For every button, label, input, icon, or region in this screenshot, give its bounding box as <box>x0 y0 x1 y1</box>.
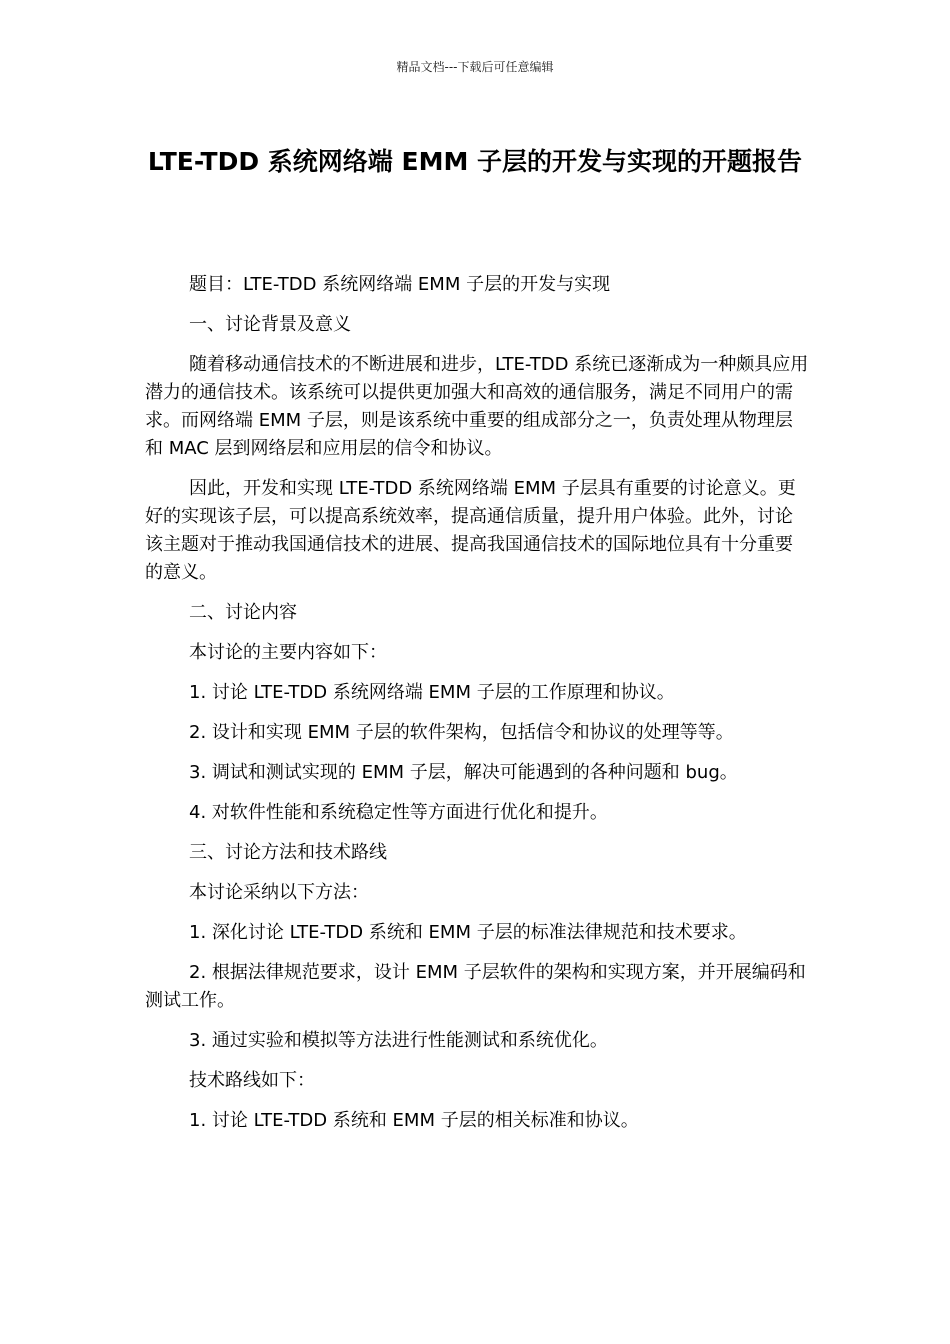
list-item-method-3: 3. 通过实验和模拟等方法进行性能测试和系统优化。 <box>189 1030 608 1051</box>
heading-content: 二、讨论内容 <box>189 602 297 623</box>
paragraph-background-2: 因此，开发和实现 LTE-TDD 系统网络端 EMM 子层具有重要的讨论意义。更好的实现该子层，可以提高系统效率，提高通信质量，提升用户体验。此外，讨论该主题对于推动我国通信技术的进展、提高我国通信技术的国际地位具有十分重要的意义。 <box>145 478 796 583</box>
list-item-content-1: 1. 讨论 LTE-TDD 系统网络端 EMM 子层的工作原理和协议。 <box>189 682 675 703</box>
list-item-content-2: 2. 设计和实现 EMM 子层的软件架构，包括信令和协议的处理等等。 <box>189 722 734 743</box>
list-item-method-1: 1. 深化讨论 LTE-TDD 系统和 EMM 子层的标准法律规范和技术要求。 <box>189 922 747 943</box>
heading-methods: 三、讨论方法和技术路线 <box>189 842 387 863</box>
heading-background: 一、讨论背景及意义 <box>189 314 351 335</box>
paragraph-topic: 题目：LTE-TDD 系统网络端 EMM 子层的开发与实现 <box>189 274 611 295</box>
paragraph-content-intro: 本讨论的主要内容如下： <box>189 642 387 663</box>
paragraph-background-1: 随着移动通信技术的不断进展和进步，LTE-TDD 系统已逐渐成为一种颇具应用潜力的通信技术。该系统可以提供更加强大和高效的通信服务，满足不同用户的需求。而网络端 EMM 子层，则是该系统中重要的组成部分之一，负责处理从物理层和 MAC 层到网络层和应用层的信令和协议。 <box>145 354 809 459</box>
list-item-content-4: 4. 对软件性能和系统稳定性等方面进行优化和提升。 <box>189 802 608 823</box>
document-title: LTE-TDD 系统网络端 EMM 子层的开发与实现的开题报告 <box>147 147 803 176</box>
paragraph-route-intro: 技术路线如下： <box>189 1070 315 1091</box>
list-item-content-3: 3. 调试和测试实现的 EMM 子层，解决可能遇到的各种问题和 bug。 <box>189 762 738 783</box>
list-item-route-1: 1. 讨论 LTE-TDD 系统和 EMM 子层的相关标准和协议。 <box>189 1110 639 1131</box>
list-item-method-2: 2. 根据法律规范要求，设计 EMM 子层软件的架构和实现方案，并开展编码和测试工作。 <box>145 962 806 1011</box>
page-header: 精品文档---下载后可任意编辑 <box>396 60 554 74</box>
document-body <box>145 271 810 1147</box>
paragraph-methods-intro: 本讨论采纳以下方法： <box>189 882 369 903</box>
